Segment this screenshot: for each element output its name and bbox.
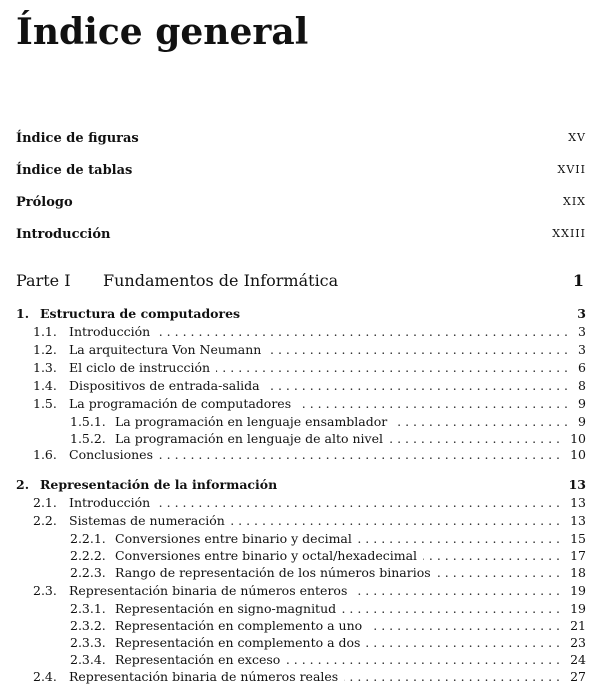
dot-leader — [366, 634, 560, 651]
entry-number: 1.3. — [33, 360, 57, 375]
dot-leader — [393, 413, 568, 430]
entry-number: 2.1. — [33, 495, 57, 510]
subsection-entry[interactable] — [0, 564, 586, 581]
entry-page: 3 — [578, 324, 586, 339]
dot-leader — [389, 430, 560, 447]
chapter-entry[interactable] — [0, 476, 586, 493]
entry-title: Representación en complemento a dos — [115, 635, 361, 650]
front-matter-item[interactable] — [16, 195, 586, 213]
entry-number: 2.3.3. — [70, 635, 106, 650]
entry-number: 2.4. — [33, 669, 57, 684]
dot-leader — [156, 494, 560, 511]
entry-number: 1.5. — [33, 396, 57, 411]
entry-title: La arquitectura Von Neumann — [69, 342, 262, 357]
dot-leader — [286, 651, 560, 668]
entry-title: Sistemas de numeración — [69, 513, 225, 528]
entry-page: 23 — [570, 635, 586, 650]
dot-leader — [297, 395, 568, 412]
part-page: 1 — [572, 271, 584, 290]
dot-leader — [266, 377, 568, 394]
entry-title: Conversiones entre binario y octal/hexadecimal — [115, 548, 418, 563]
front-matter-label: Índice de tablas — [16, 163, 133, 178]
front-matter-page: XXIII — [552, 227, 586, 240]
section-entry[interactable] — [0, 395, 586, 412]
subsection-entry[interactable] — [0, 430, 586, 447]
subsection-entry[interactable] — [0, 413, 586, 430]
entry-number: 1.4. — [33, 378, 57, 393]
entry-number: 2. — [16, 477, 30, 492]
section-entry[interactable] — [0, 359, 586, 376]
entry-page: 19 — [570, 583, 586, 598]
entry-page: 13 — [570, 495, 586, 510]
subsection-entry[interactable] — [0, 530, 586, 547]
subsection-entry[interactable] — [0, 600, 586, 617]
entry-number: 2.3.4. — [70, 652, 106, 667]
entry-number: 2.2.1. — [70, 531, 106, 546]
entry-page: 9 — [578, 414, 586, 429]
entry-page: 24 — [570, 652, 586, 667]
entry-number: 1. — [16, 306, 30, 321]
entry-page: 10 — [570, 447, 586, 462]
part-number: Parte I — [16, 271, 71, 290]
front-matter-page: XV — [568, 131, 586, 144]
entry-title: Conversiones entre binario y decimal — [115, 531, 352, 546]
section-entry[interactable] — [0, 341, 586, 358]
subsection-entry[interactable] — [0, 651, 586, 668]
entry-page: 15 — [570, 531, 586, 546]
entry-title: Representación en signo-magnitud — [115, 601, 337, 616]
part-heading[interactable] — [16, 271, 586, 293]
front-matter-item[interactable] — [16, 227, 586, 245]
entry-title: Dispositivos de entrada-salida — [69, 378, 260, 393]
entry-page: 8 — [578, 378, 586, 393]
entry-number: 2.3.1. — [70, 601, 106, 616]
entry-title: El ciclo de instrucción — [69, 360, 211, 375]
subsection-entry[interactable] — [0, 547, 586, 564]
dot-leader — [344, 668, 560, 685]
entry-title: Representación en exceso — [115, 652, 281, 667]
front-matter-item[interactable] — [16, 131, 586, 149]
entry-title: La programación en lenguaje ensamblador — [115, 414, 388, 429]
section-entry[interactable] — [0, 377, 586, 394]
entry-title: Representación en complemento a uno — [115, 618, 363, 633]
entry-number: 1.5.1. — [70, 414, 106, 429]
entry-page: 3 — [578, 342, 586, 357]
dot-leader — [216, 359, 568, 376]
dot-leader — [353, 582, 560, 599]
entry-number: 1.2. — [33, 342, 57, 357]
entry-page: 13 — [568, 477, 586, 492]
entry-title: Representación de la información — [40, 477, 278, 492]
dot-leader — [423, 547, 560, 564]
entry-title: Estructura de computadores — [40, 306, 241, 321]
dot-leader — [231, 512, 560, 529]
front-matter-label: Introducción — [16, 227, 111, 242]
section-entry[interactable] — [0, 512, 586, 529]
entry-number: 2.2.2. — [70, 548, 106, 563]
entry-number: 1.6. — [33, 447, 57, 462]
entry-number: 2.2.3. — [70, 565, 106, 580]
subsection-entry[interactable] — [0, 617, 586, 634]
section-entry[interactable] — [0, 582, 586, 599]
entry-page: 13 — [570, 513, 586, 528]
section-entry[interactable] — [0, 668, 586, 685]
entry-page: 10 — [570, 431, 586, 446]
entry-number: 1.5.2. — [70, 431, 106, 446]
entry-page: 6 — [578, 360, 586, 375]
dot-leader — [156, 323, 568, 340]
section-entry[interactable] — [0, 446, 586, 463]
part-title: Fundamentos de Informática — [103, 271, 339, 290]
entry-number: 1.1. — [33, 324, 57, 339]
dot-leader — [358, 530, 560, 547]
entry-title: Introducción — [69, 495, 151, 510]
front-matter-page: XVII — [557, 163, 586, 176]
entry-page: 18 — [570, 565, 586, 580]
front-matter-item[interactable] — [16, 163, 586, 181]
entry-title: Representación binaria de números reales — [69, 669, 339, 684]
entry-number: 2.3.2. — [70, 618, 106, 633]
front-matter-label: Prólogo — [16, 195, 73, 210]
dot-leader — [159, 446, 560, 463]
entry-page: 21 — [570, 618, 586, 633]
dot-leader — [368, 617, 560, 634]
entry-title: Introducción — [69, 324, 151, 339]
page-title: Índice general — [16, 11, 309, 53]
entry-number: 2.2. — [33, 513, 57, 528]
dot-leader — [437, 564, 560, 581]
entry-number: 2.3. — [33, 583, 57, 598]
chapter-entry[interactable] — [0, 305, 586, 322]
dot-leader — [267, 341, 568, 358]
entry-page: 17 — [570, 548, 586, 563]
entry-page: 27 — [570, 669, 586, 684]
entry-title: La programación de computadores — [69, 396, 292, 411]
entry-title: Representación binaria de números enteros — [69, 583, 348, 598]
entry-page: 19 — [570, 601, 586, 616]
dot-leader — [342, 600, 560, 617]
front-matter-label: Índice de figuras — [16, 131, 139, 146]
front-matter-page: XIX — [562, 195, 586, 208]
entry-page: 9 — [578, 396, 586, 411]
entry-title: Conclusiones — [69, 447, 153, 462]
entry-title: Rango de representación de los números binarios — [115, 565, 431, 580]
section-entry[interactable] — [0, 494, 586, 511]
section-entry[interactable] — [0, 323, 586, 340]
entry-title: La programación en lenguaje de alto nivel — [115, 431, 383, 446]
entry-page: 3 — [577, 306, 586, 321]
subsection-entry[interactable] — [0, 634, 586, 651]
